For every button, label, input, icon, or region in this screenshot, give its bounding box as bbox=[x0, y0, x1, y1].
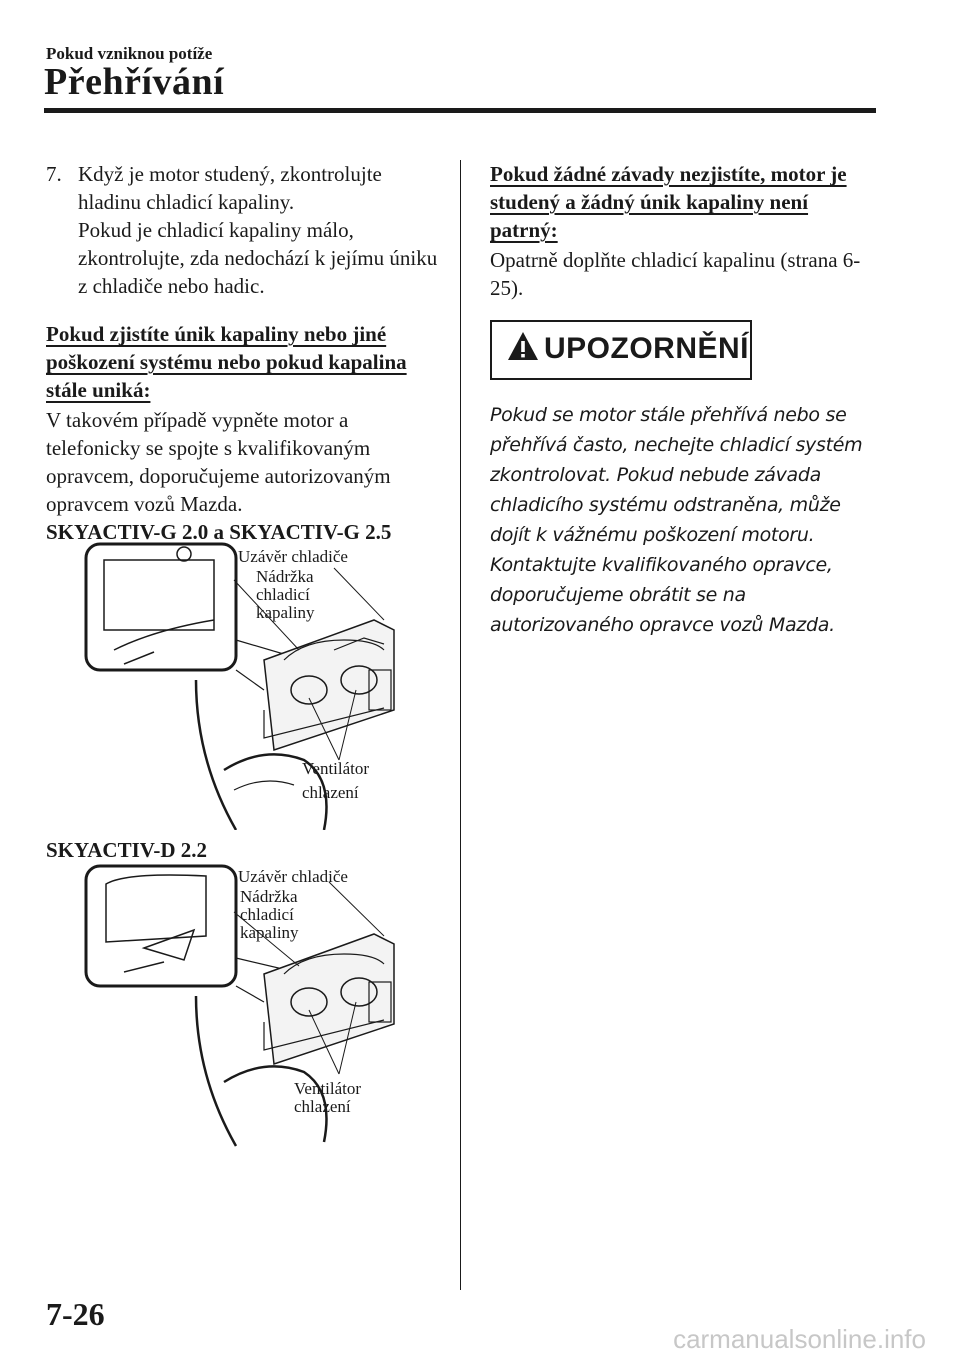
right-column bbox=[490, 160, 880, 659]
label-radiator-cap: Uzávěr chladiče bbox=[238, 867, 348, 886]
page-title: Přehřívání bbox=[44, 61, 225, 103]
watermark: carmanualsonline.info bbox=[673, 1324, 926, 1354]
caution-title: UPOZORNĚNÍ bbox=[544, 332, 750, 365]
variant-label-d: SKYACTIV-D 2.2 bbox=[46, 838, 208, 862]
header-rule bbox=[44, 108, 876, 113]
label-coolant-reservoir: Nádržka chladicí kapaliny bbox=[256, 567, 315, 622]
left-column bbox=[46, 160, 446, 546]
engine-illustration-g bbox=[84, 540, 424, 830]
label-cooling-fan-1: Ventilátor bbox=[302, 759, 370, 778]
step-7-text-1: Když je motor studený, zkontrolujte hladinu chladicí kapaliny. bbox=[78, 162, 382, 214]
label-cooling-fan-1: Ventilátor bbox=[294, 1079, 362, 1098]
step-7-text-2: Pokud je chladicí kapaliny málo, zkontrolujte, zda nedochází k jejímu úniku z chladiče nebo hadic. bbox=[78, 218, 438, 298]
leak-instructions: V takovém případě vypněte motor a telefonicky se spojte s kvalifikovaným opravcem, doporučujeme autorizovaným opravcem vozů Mazda. bbox=[46, 408, 391, 516]
heading-no-fault: Pokud žádné závady nezjistíte, motor je studený a žádný únik kapaliny není patrný: bbox=[490, 162, 847, 242]
label-cooling-fan-2: chlazení bbox=[294, 1097, 351, 1116]
step-7 bbox=[46, 160, 446, 300]
warning-triangle-icon bbox=[506, 330, 540, 362]
engine-figure-d bbox=[84, 862, 424, 1152]
label-cooling-fan-2: chlazení bbox=[302, 783, 359, 802]
label-coolant-reservoir: Nádržka chladicí kapaliny bbox=[240, 887, 299, 942]
caution-text: Pokud se motor stále přehřívá nebo se přehřívá často, nechejte chladicí systém zkontrolovat. Pokud nebude závada chladicího systému odstraněna, může dojít k vážnému poškození motoru. Kontaktujte kvalifikovaného opravce, doporučujeme obrátit se na autorizovaného opravce vozů Mazda. bbox=[490, 404, 863, 636]
refill-instructions: Opatrně doplňte chladicí kapalinu (strana 6-25). bbox=[490, 248, 861, 300]
engine-figure-g bbox=[84, 540, 424, 830]
label-radiator-cap: Uzávěr chladiče bbox=[238, 547, 348, 566]
variant-label-g: SKYACTIV-G 2.0 a SKYACTIV-G 2.5 bbox=[46, 520, 392, 544]
column-divider bbox=[460, 160, 461, 1290]
page-number: 7-26 bbox=[46, 1296, 105, 1332]
heading-leak-found: Pokud zjistíte únik kapaliny nebo jiné poškození systému nebo pokud kapalina stále uniká: bbox=[46, 322, 407, 402]
caution-box bbox=[490, 320, 752, 380]
section-label: Pokud vzniknou potíže bbox=[46, 44, 213, 63]
step-number: 7. bbox=[46, 162, 62, 186]
